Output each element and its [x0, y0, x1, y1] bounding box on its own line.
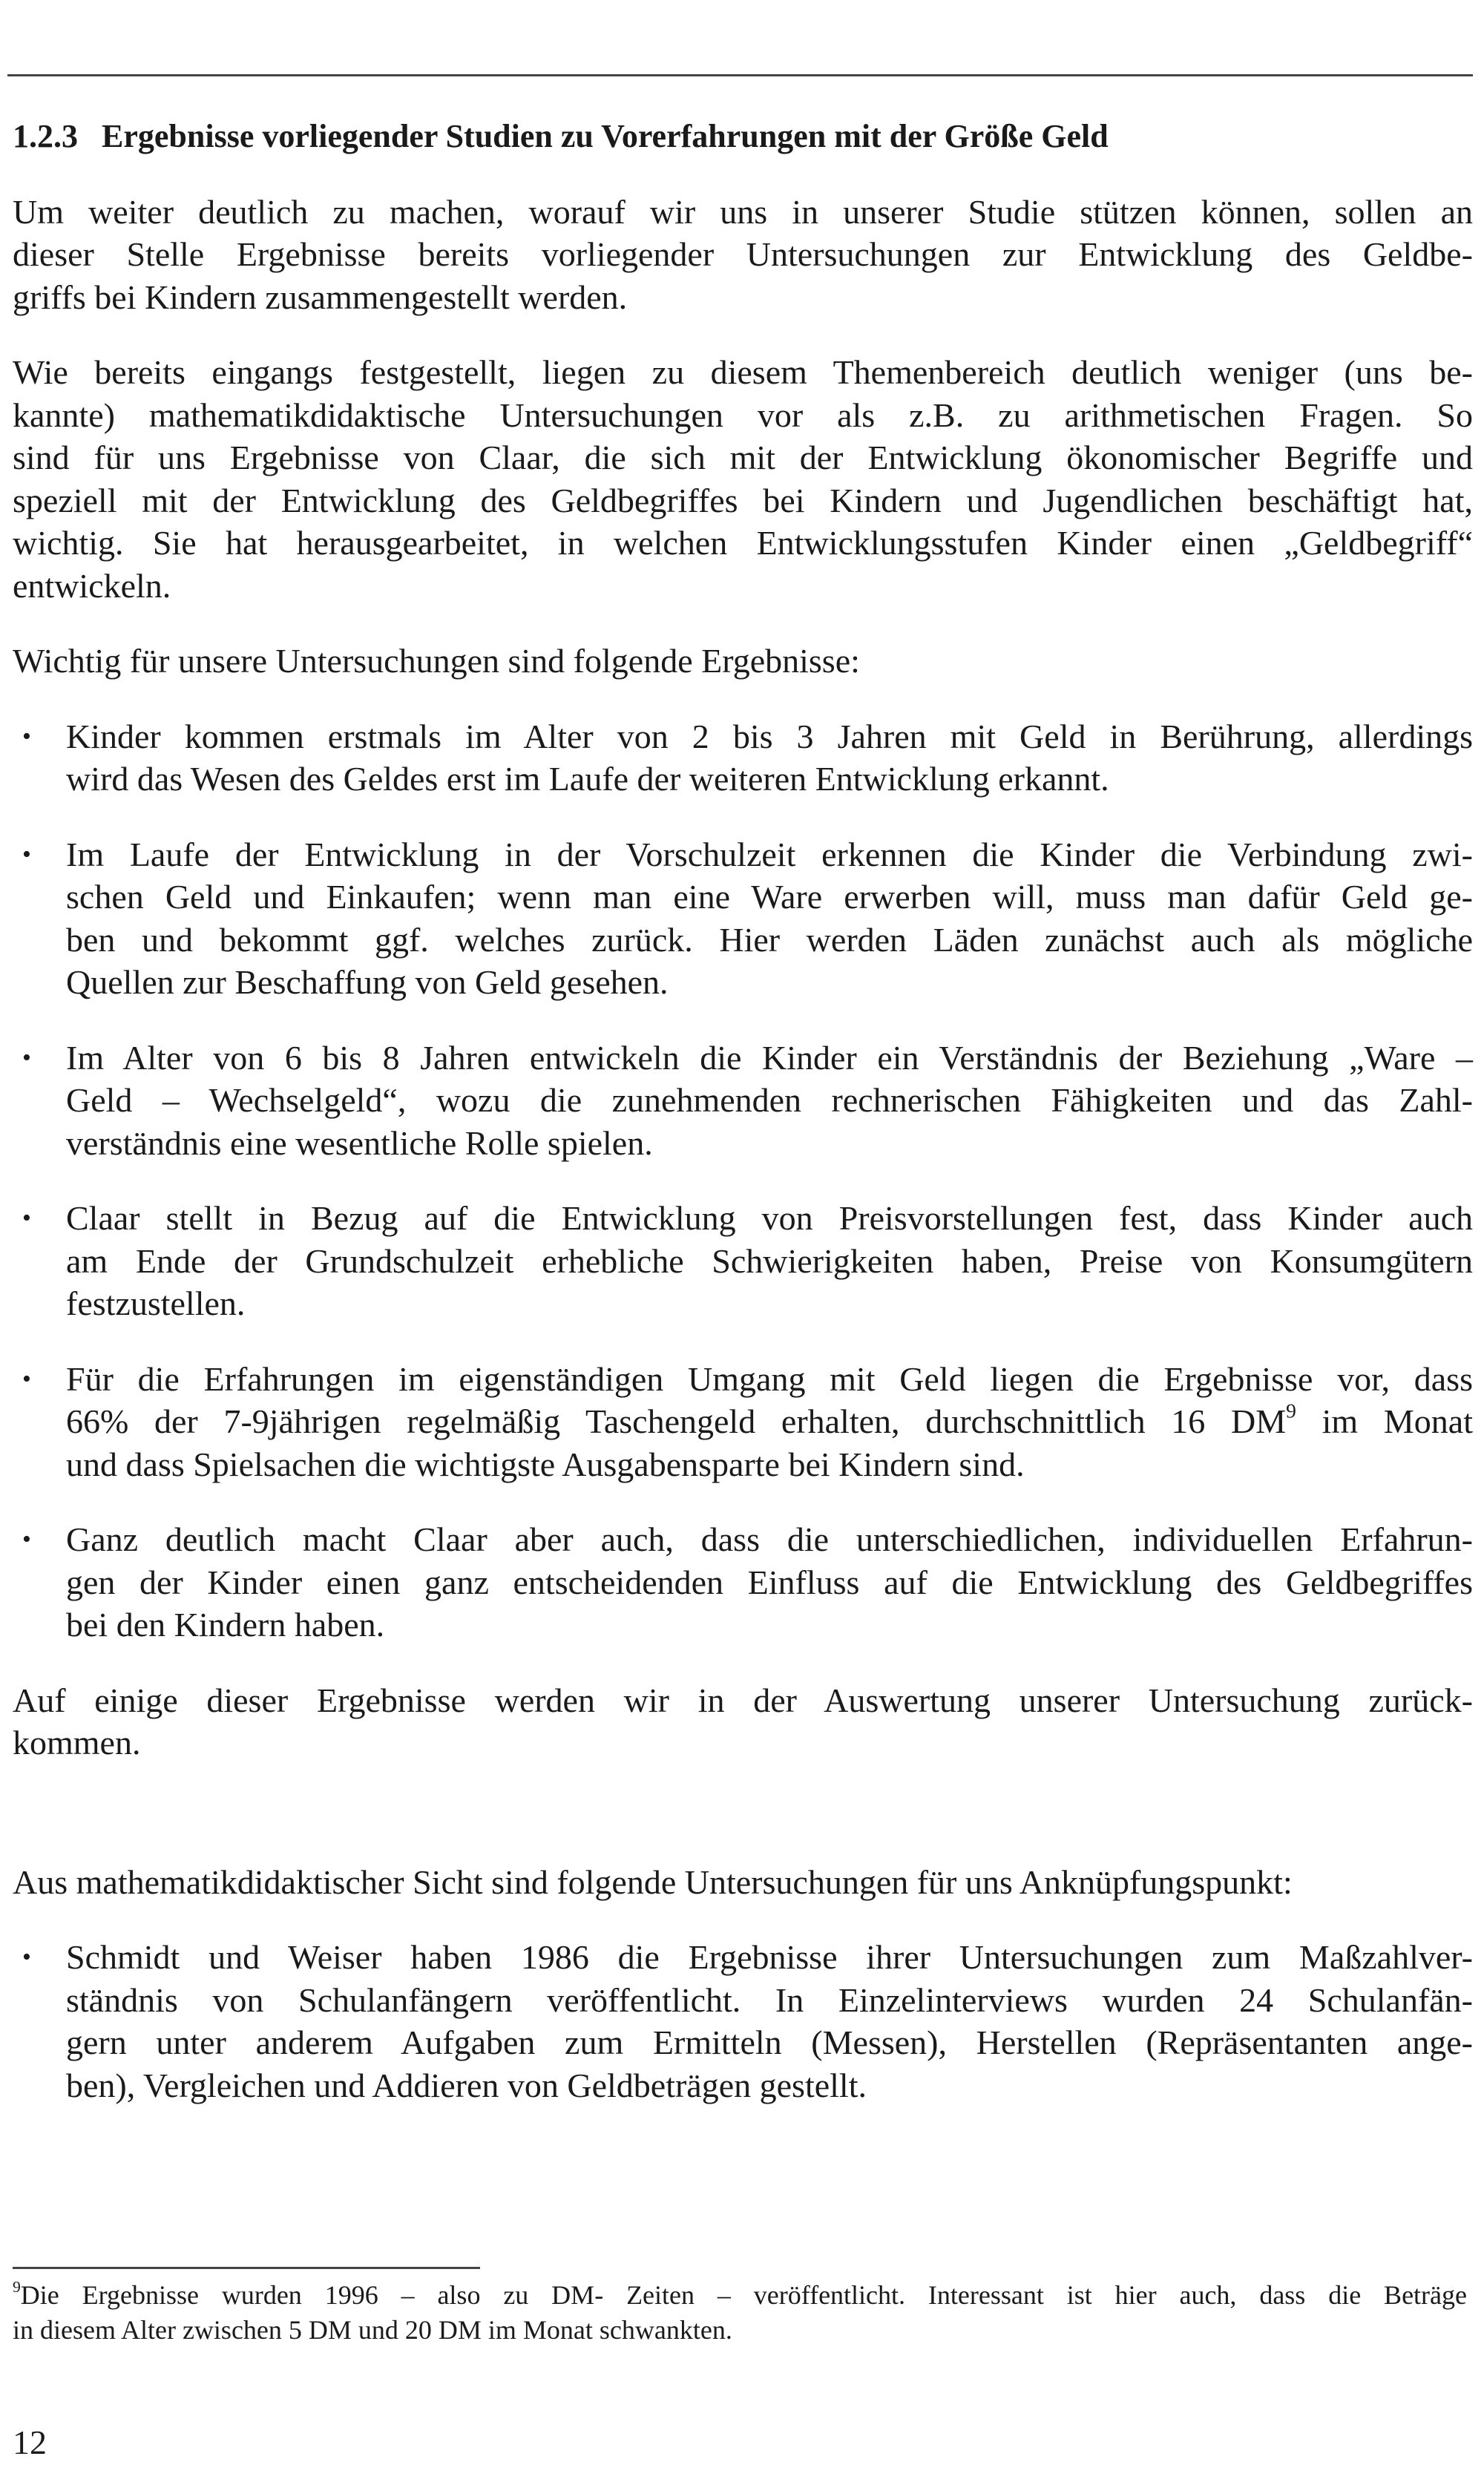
section-number: 1.2.3 — [13, 118, 78, 154]
bullet-item — [13, 1518, 1473, 1647]
text-line: Um weiter deutlich zu machen, worauf wir uns in unserer Studie stützen können, sollen an — [13, 192, 1473, 231]
text-line: bei den Kindern haben. — [66, 1606, 385, 1644]
bullet-icon: • — [22, 1526, 31, 1553]
bullet-item — [13, 833, 1473, 1004]
paragraph — [13, 1861, 1473, 1904]
bullet-icon: • — [22, 1943, 31, 1971]
text-line: festzustellen. — [66, 1284, 246, 1322]
bullet-icon: • — [22, 840, 31, 868]
text-line: $^9$Die Ergebnisse wurden 1996 – also zu DM- Zeiten – veröffentlicht. Interessant ist hier auch, dass die Beträge — [13, 2277, 1467, 2310]
footnote-marker: 9 — [13, 2277, 21, 2296]
footnote — [13, 2278, 1467, 2348]
text-line: gern unter anderem Aufgaben zum Ermitteln (Messen), Herstellen (Repräsentanten ange- — [66, 2023, 1473, 2061]
footnote-reference: 9 — [1286, 1399, 1296, 1422]
text-line: schen Geld und Einkaufen; wenn man eine Ware erwerben will, muss man dafür Geld ge- — [66, 878, 1473, 916]
text-line: Ganz deutlich macht Claar aber auch, dass die unterschiedlichen, individuellen Erfahrun- — [66, 1520, 1473, 1558]
text-line: in diesem Alter zwischen 5 DM und 20 DM im Monat schwankten. — [13, 2315, 732, 2345]
bullet-icon: • — [22, 1043, 31, 1071]
paragraph — [13, 1679, 1473, 1764]
text-line: ben und bekommt ggf. welches zurück. Hier werden Läden zunächst auch als mögliche — [66, 920, 1473, 959]
paragraph — [13, 640, 1473, 683]
bullet-icon: • — [22, 722, 31, 750]
text-line: kannte) mathematikdidaktische Untersuchungen vor als z.B. zu arithmetischen Fragen. So — [13, 395, 1473, 434]
text-line: wichtig. Sie hat herausgearbeitet, in welchen Entwicklungsstufen Kinder einen „Geldbegriff“ — [13, 524, 1473, 562]
bullet-item — [13, 1358, 1473, 1486]
bullet-item — [13, 1197, 1473, 1325]
bullet-item — [13, 1936, 1473, 2107]
text-line: wird das Wesen des Geldes erst im Laufe der weiteren Entwicklung erkannt. — [66, 760, 1109, 798]
text-line: Claar stellt in Bezug auf die Entwicklung von Preisvorstellungen fest, dass Kinder auch — [66, 1199, 1473, 1237]
text-line: sind für uns Ergebnisse von Claar, die sich mit der Entwicklung ökonomischer Begriffe und — [13, 439, 1473, 476]
text-line: verständnis eine wesentliche Rolle spielen. — [66, 1123, 653, 1162]
text-line: Im Alter von 6 bis 8 Jahren entwickeln die Kinder ein Verständnis der Beziehung „Ware – — [66, 1038, 1473, 1077]
text-line: Geld – Wechselgeld“, wozu die zunehmenden rechnerischen Fähigkeiten und das Zahl- — [66, 1081, 1473, 1119]
text-line: ben), Vergleichen und Addieren von Geldbeträgen gestellt. — [66, 2066, 867, 2104]
text-line: am Ende der Grundschulzeit erhebliche Schwierigkeiten haben, Preise von Konsumgütern — [66, 1241, 1473, 1280]
section-heading — [13, 115, 1473, 158]
bullet-icon: • — [22, 1204, 31, 1232]
text-line: Wichtig für unsere Untersuchungen sind folgende Ergebnisse: — [13, 642, 860, 680]
text-line: ständnis von Schulanfängern veröffentlicht. In Einzelinterviews wurden 24 Schulanfän- — [66, 1980, 1473, 2019]
paragraph — [13, 351, 1473, 607]
text-line: Schmidt und Weiser haben 1986 die Ergebnisse ihrer Untersuchungen zum Maßzahlver- — [66, 1938, 1473, 1976]
text-line: Im Laufe der Entwicklung in der Vorschulzeit erkennen die Kinder die Verbindung zwi- — [66, 835, 1473, 873]
text-line: entwickeln. — [13, 566, 171, 605]
text-line: dieser Stelle Ergebnisse bereits vorliegender Untersuchungen zur Entwicklung des Geldbe- — [13, 235, 1473, 273]
page-body — [13, 115, 1473, 2139]
bullet-item — [13, 715, 1473, 801]
text-line: Für die Erfahrungen im eigenständigen Umgang mit Geld liegen die Ergebnisse vor, dass — [66, 1359, 1473, 1398]
bullet-item — [13, 1037, 1473, 1165]
text-line: Quellen zur Beschaffung von Geld gesehen. — [66, 963, 669, 1001]
bullet-icon: • — [22, 1365, 31, 1393]
paragraph — [13, 191, 1473, 319]
page-number: 12 — [13, 2423, 47, 2461]
header-rule — [7, 74, 1473, 76]
text-line: Auf einige dieser Ergebnisse werden wir in der Auswertung unserer Untersuchung zurück- — [13, 1681, 1473, 1719]
text-line: griffs bei Kindern zusammengestellt werden. — [13, 278, 628, 316]
text-line: und dass Spielsachen die wichtigste Ausgabensparte bei Kindern sind. — [66, 1445, 1025, 1483]
body-blocks — [13, 191, 1473, 2107]
footnote-rule — [13, 2267, 480, 2269]
text-line: gen der Kinder einen ganz entscheidenden Einfluss auf die Entwicklung des Geldbegriffes — [66, 1563, 1473, 1601]
text-line: 66% der 7-9jährigen regelmäßig Taschengeld erhalten, durchschnittlich 16 $DM^9$ im Monat — [66, 1399, 1473, 1440]
text-line: kommen. — [13, 1724, 141, 1762]
section-title: Ergebnisse vorliegender Studien zu Vorerfahrungen mit der Größe Geld — [102, 118, 1109, 154]
text-line: Kinder kommen erstmals im Alter von 2 bis 3 Jahren mit Geld in Berührung, allerdings — [66, 717, 1473, 755]
text-line: Aus mathematikdidaktischer Sicht sind folgende Untersuchungen für uns Anknüpfungspunkt: — [13, 1862, 1293, 1901]
text-line: Wie bereits eingangs festgestellt, liegen zu diesem Themenbereich deutlich weniger (uns be- — [13, 353, 1473, 391]
text-line: speziell mit der Entwicklung des Geldbegriffes bei Kindern und Jugendlichen beschäftigt hat, — [13, 481, 1473, 519]
